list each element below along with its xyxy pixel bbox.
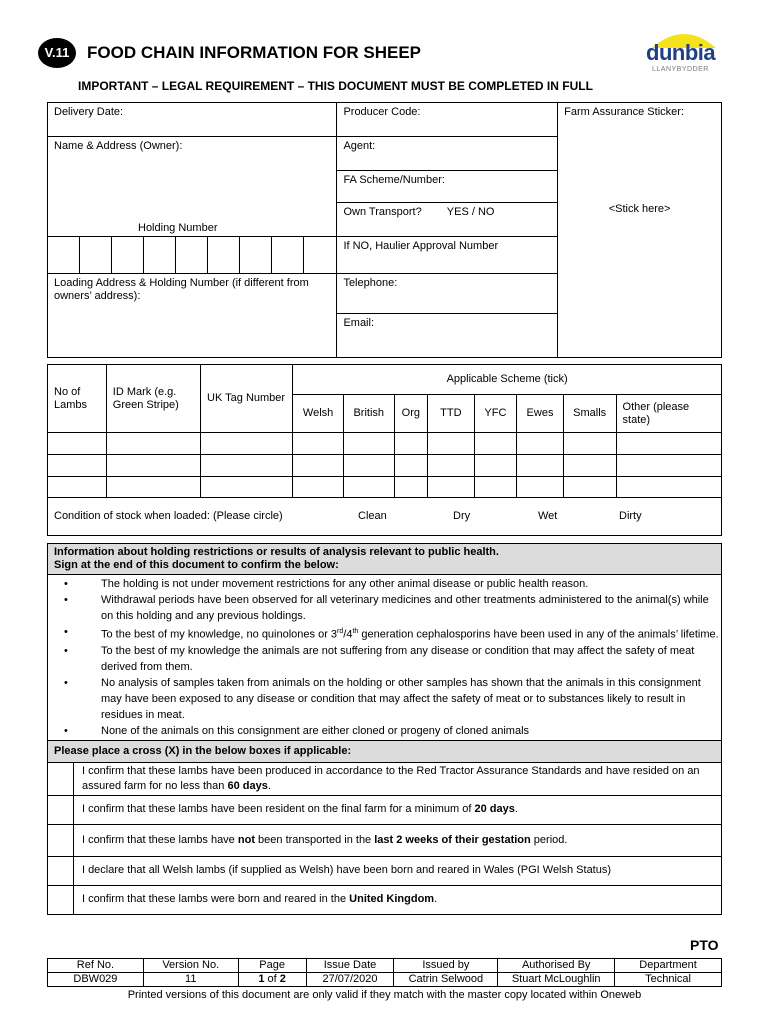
- scheme-org-header: Org: [394, 395, 427, 433]
- stock-cell[interactable]: [394, 477, 427, 498]
- producer-code-field[interactable]: [337, 103, 558, 137]
- haulier-approval-field[interactable]: [337, 237, 558, 274]
- cross-box-pgi-welsh[interactable]: [48, 856, 74, 885]
- holding-digit-box[interactable]: [48, 237, 80, 274]
- farm-assurance-label: Farm Assurance Sticker:: [564, 106, 684, 118]
- holding-digit-box[interactable]: [239, 237, 271, 274]
- stock-cell[interactable]: [517, 433, 564, 455]
- bullet-item: • No analysis of samples taken from animals on the holding or other samples has shown that the animals in this consignment may have been exposed to any disease or condition that may affect the safety of meat or to substances likely to result in residues in meat.: [48, 675, 721, 723]
- logo-wordmark: dunbia: [646, 40, 716, 65]
- pto-label: PTO: [690, 937, 719, 953]
- stock-cell[interactable]: [293, 477, 344, 498]
- stock-cell[interactable]: [616, 477, 721, 498]
- stock-cell[interactable]: [343, 455, 394, 477]
- confirm-welsh-text: I declare that all Welsh lambs (if supplied as Welsh) have been born and reared in Wales (PGI Welsh Status): [73, 856, 721, 885]
- id-mark-header: ID Mark (e.g. Green Stripe): [106, 365, 200, 433]
- stock-cell[interactable]: [428, 455, 475, 477]
- scheme-yfc-header: YFC: [474, 395, 517, 433]
- stock-cell[interactable]: [106, 455, 200, 477]
- bullet-item: • To the best of my knowledge, no quinolones or 3rd/4th generation cephalosporins have been used in any of the animals’ lifetime.: [48, 624, 721, 643]
- stock-cell[interactable]: [394, 433, 427, 455]
- page-header: Page: [238, 959, 306, 973]
- confirm-red-tractor-text: I confirm that these lambs have been produced in accordance to the Red Tractor Assurance Standards and have resided on an assured farm for no less than 60 days.: [73, 762, 721, 795]
- scheme-british-header: British: [343, 395, 394, 433]
- stock-cell[interactable]: [48, 433, 107, 455]
- producer-code-label: Producer Code:: [343, 106, 421, 118]
- stock-cell[interactable]: [563, 477, 616, 498]
- farm-assurance-sticker-box[interactable]: [558, 103, 722, 358]
- condition-clean-option[interactable]: Clean: [358, 510, 387, 522]
- stock-cell[interactable]: [394, 455, 427, 477]
- printed-versions-note: Printed versions of this document are only valid if they match with the master copy located within Oneweb: [127, 989, 642, 1001]
- stock-cell[interactable]: [48, 477, 107, 498]
- stock-cell[interactable]: [563, 455, 616, 477]
- cross-box-uk[interactable]: [48, 885, 74, 914]
- stock-cell[interactable]: [343, 477, 394, 498]
- stock-row: [48, 477, 722, 498]
- document-control-table: [47, 958, 722, 987]
- uk-tag-header: UK Tag Number: [201, 365, 293, 433]
- issue-date-value: 27/07/2020: [306, 973, 394, 987]
- agent-label: Agent:: [343, 140, 376, 152]
- stock-cell[interactable]: [563, 433, 616, 455]
- version-badge: V.11: [38, 38, 76, 68]
- department-value: Technical: [615, 973, 722, 987]
- owner-name-address-field[interactable]: [48, 137, 337, 237]
- confirm-uk-text: I confirm that these lambs were born and reared in the United Kingdom.: [73, 885, 721, 914]
- producer-details-table: [47, 102, 722, 358]
- legal-subtitle: IMPORTANT – LEGAL REQUIREMENT – THIS DOCUMENT MUST BE COMPLETED IN FULL: [78, 79, 593, 93]
- stock-cell[interactable]: [428, 477, 475, 498]
- holding-digit-box[interactable]: [79, 237, 111, 274]
- condition-dry-option[interactable]: Dry: [453, 510, 471, 522]
- loading-address-field[interactable]: [48, 274, 337, 358]
- stock-cell[interactable]: [343, 433, 394, 455]
- condition-row: [48, 498, 722, 536]
- holding-digit-box[interactable]: [111, 237, 143, 274]
- issue-date-header: Issue Date: [306, 959, 394, 973]
- stock-cell[interactable]: [201, 455, 293, 477]
- issued-by-value: Catrin Selwood: [394, 973, 498, 987]
- ref-no-header: Ref No.: [48, 959, 144, 973]
- dunbia-logo: [644, 26, 724, 74]
- holding-digit-box[interactable]: [271, 237, 303, 274]
- logo-subtext: LLANYBYDDER: [652, 66, 709, 73]
- holding-digit-box[interactable]: [143, 237, 175, 274]
- yes-no-option[interactable]: YES / NO: [446, 206, 495, 218]
- stock-cell[interactable]: [48, 455, 107, 477]
- bullet-item: • None of the animals on this consignment are either cloned or progeny of cloned animals: [48, 723, 721, 739]
- stock-cell[interactable]: [474, 477, 517, 498]
- fa-scheme-label: FA Scheme/Number:: [343, 174, 445, 186]
- stock-cell[interactable]: [616, 455, 721, 477]
- stock-row: [48, 433, 722, 455]
- health-bullets: [48, 575, 722, 741]
- declarations-table: [47, 543, 722, 915]
- confirm-gestation-text: I confirm that these lambs have not been transported in the last 2 weeks of their gestation period.: [73, 824, 721, 856]
- scheme-other-header: Other (please state): [616, 395, 721, 433]
- scheme-welsh-header: Welsh: [293, 395, 344, 433]
- stock-cell[interactable]: [106, 433, 200, 455]
- stick-here-label: <Stick here>: [608, 203, 671, 215]
- stock-cell[interactable]: [517, 455, 564, 477]
- stock-table: [47, 364, 722, 536]
- no-of-lambs-header: No of Lambs: [48, 365, 107, 433]
- email-field[interactable]: [337, 314, 558, 358]
- department-header: Department: [615, 959, 722, 973]
- authorised-by-value: Stuart McLoughlin: [498, 973, 615, 987]
- email-label: Email:: [343, 317, 374, 329]
- delivery-date-field[interactable]: [48, 103, 337, 137]
- health-info-heading: Information about holding restrictions or results of analysis relevant to public health. Sign at the end of this document to confirm the below:: [48, 544, 722, 575]
- telephone-label: Telephone:: [343, 277, 398, 289]
- bullet-item: • Withdrawal periods have been observed for all veterinary medicines and other treatments administered to the animal(s) while on this holding and any previous holdings.: [48, 592, 721, 624]
- own-transport-field[interactable]: [337, 203, 558, 237]
- cross-boxes-heading: Please place a cross (X) in the below boxes if applicable:: [48, 740, 722, 762]
- stock-cell[interactable]: [616, 433, 721, 455]
- stock-row: [48, 455, 722, 477]
- holding-digit-box[interactable]: [207, 237, 239, 274]
- condition-wet-option[interactable]: Wet: [538, 510, 558, 522]
- scheme-smalls-header: Smalls: [563, 395, 616, 433]
- page-title: FOOD CHAIN INFORMATION FOR SHEEP: [87, 43, 422, 62]
- bullet-item: • To the best of my knowledge the animals are not suffering from any disease or condition that may affect the safety of meat derived from them.: [48, 643, 721, 675]
- stock-cell[interactable]: [293, 433, 344, 455]
- condition-dirty-option[interactable]: Dirty: [619, 510, 642, 522]
- authorised-by-header: Authorised By: [498, 959, 615, 973]
- applicable-scheme-header: Applicable Scheme (tick): [293, 365, 722, 395]
- version-no-value: 11: [143, 973, 238, 987]
- scheme-ttd-header: TTD: [428, 395, 475, 433]
- scheme-ewes-header: Ewes: [517, 395, 564, 433]
- stock-cell[interactable]: [106, 477, 200, 498]
- bullet-item: • The holding is not under movement restrictions for any other animal disease or public health reason.: [48, 576, 721, 592]
- haulier-approval-label: If NO, Haulier Approval Number: [343, 240, 499, 252]
- agent-field[interactable]: [337, 137, 558, 171]
- delivery-date-label: Delivery Date:: [54, 106, 124, 118]
- owner-name-address-label: Name & Address (Owner):: [54, 140, 183, 152]
- holding-digit-box[interactable]: [175, 237, 207, 274]
- cross-box-20-days[interactable]: [48, 795, 74, 824]
- holding-number-label: Holding Number: [138, 222, 218, 234]
- stock-cell[interactable]: [293, 455, 344, 477]
- condition-label: Condition of stock when loaded: (Please circle): [54, 510, 283, 522]
- own-transport-label: Own Transport?: [343, 206, 422, 218]
- cross-box-60-days[interactable]: [48, 762, 74, 795]
- loading-address-label: Loading Address & Holding Number (if different from owners’ address):: [54, 277, 309, 302]
- page-value: 1 of 2: [238, 973, 306, 987]
- stock-cell[interactable]: [428, 433, 475, 455]
- stock-cell[interactable]: [517, 477, 564, 498]
- telephone-field[interactable]: [337, 274, 558, 314]
- holding-digit-box[interactable]: [303, 237, 337, 274]
- stock-cell[interactable]: [474, 433, 517, 455]
- ref-no-value: DBW029: [48, 973, 144, 987]
- stock-cell[interactable]: [474, 455, 517, 477]
- version-no-header: Version No.: [143, 959, 238, 973]
- stock-cell[interactable]: [201, 477, 293, 498]
- stock-cell[interactable]: [201, 433, 293, 455]
- cross-box-gestation[interactable]: [48, 824, 74, 856]
- fa-scheme-field[interactable]: [337, 171, 558, 203]
- confirm-final-farm-text: I confirm that these lambs have been resident on the final farm for a minimum of 20 days.: [73, 795, 721, 824]
- issued-by-header: Issued by: [394, 959, 498, 973]
